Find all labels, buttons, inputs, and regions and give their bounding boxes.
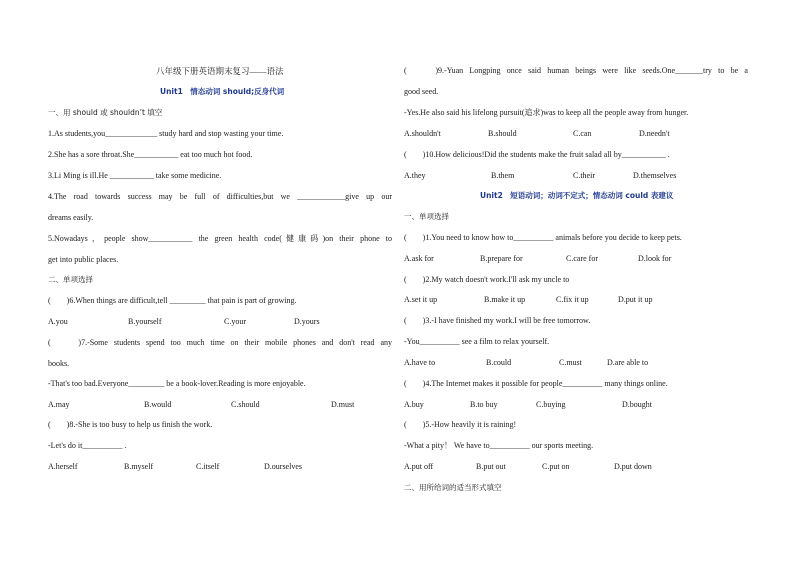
option-b: B.put out bbox=[476, 462, 506, 471]
option-c: C.must bbox=[559, 358, 582, 367]
question-9-cont: good seed. bbox=[404, 87, 439, 96]
unit2-question-3-response: -You__________ see a film to relax yourself. bbox=[404, 337, 550, 346]
option-c: C.itself bbox=[196, 462, 220, 471]
unit1-heading: Unit1 情态动词 should;反身代词 bbox=[160, 87, 285, 96]
unit2-question-5-response: -What a pity！ We have to__________ our sports meeting. bbox=[404, 441, 594, 450]
question-9: ( )9.-Yuan Longping once said human beings were like seeds.One_______try to be a bbox=[404, 66, 748, 75]
option-d: D.are able to bbox=[607, 358, 649, 367]
question-8-options bbox=[48, 462, 302, 472]
question-8: ( )8.-She is too busy to help us finish the work. bbox=[48, 420, 213, 429]
option-b: B.to buy bbox=[470, 400, 498, 409]
unit2-question-1-options bbox=[404, 254, 671, 264]
question-6-options bbox=[48, 317, 320, 327]
option-d: D.themselves bbox=[633, 171, 677, 180]
option-b: B.prepare for bbox=[480, 254, 523, 263]
option-a: A.have to bbox=[404, 358, 436, 367]
option-a: A.herself bbox=[48, 462, 78, 471]
question-6: ( )6.When things are difficult,tell _________ that pain is part of growing. bbox=[48, 296, 297, 305]
question-7: ( )7.-Some students spend too much time on their mobile phones and don't read any bbox=[48, 338, 392, 347]
question-10: ( )10.How delicious!Did the students make the fruit salad all by___________ . bbox=[404, 150, 670, 159]
option-b: B.yourself bbox=[128, 317, 162, 326]
option-a: A.put off bbox=[404, 462, 434, 471]
option-b: B.could bbox=[486, 358, 512, 367]
section-heading: 二、单项选择 bbox=[48, 275, 93, 284]
option-d: D.must bbox=[331, 400, 355, 409]
option-a: A.buy bbox=[404, 400, 424, 409]
question-8-response: -Let's do it__________ . bbox=[48, 441, 127, 450]
option-d: D.bought bbox=[622, 400, 652, 409]
option-b: B.myself bbox=[124, 462, 154, 471]
question-7-options bbox=[48, 400, 354, 410]
option-b: B.would bbox=[144, 400, 172, 409]
option-b: B.should bbox=[488, 129, 517, 138]
question-4: 4.The road towards success may be full of difficulties,but we ____________give up our bbox=[48, 192, 392, 201]
unit2-question-5-options bbox=[404, 462, 652, 472]
option-a: A.you bbox=[48, 317, 68, 326]
question-9-response: -Yes.He also said his lifelong pursuit(追求)was to keep all the people away from hunger. bbox=[404, 108, 689, 117]
option-a: A.may bbox=[48, 400, 70, 409]
option-a: A.they bbox=[404, 171, 426, 180]
option-a: A.shouldn't bbox=[404, 129, 441, 138]
unit2-heading: Unit2 短语动词；动词不定式；情态动词 could 表建议 bbox=[480, 191, 674, 200]
unit2-question-4: ( )4.The Internet makes it possible for people__________ many things online. bbox=[404, 379, 668, 388]
option-c: C.care for bbox=[566, 254, 598, 263]
question-7-cont: books. bbox=[48, 359, 70, 368]
option-c: C.can bbox=[573, 129, 592, 138]
unit2-question-3: ( )3.-I have finished my work.I will be free tomorrow. bbox=[404, 316, 591, 325]
option-d: D.put it up bbox=[618, 295, 653, 304]
unit2-question-2-options bbox=[404, 295, 652, 305]
unit2-question-4-options bbox=[404, 400, 652, 410]
option-b: B.them bbox=[491, 171, 515, 180]
question-4-cont: dreams easily. bbox=[48, 213, 94, 222]
question-2: 2.She has a sore throat.She___________ eat too much hot food. bbox=[48, 150, 253, 159]
option-c: C.their bbox=[573, 171, 595, 180]
option-c: C.fix it up bbox=[556, 295, 589, 304]
option-c: C.should bbox=[231, 400, 260, 409]
option-d: D.needn't bbox=[639, 129, 670, 138]
question-5-cont: get into public places. bbox=[48, 255, 119, 264]
unit2-question-5: ( )5.-How heavily it is raining! bbox=[404, 420, 517, 429]
option-c: C.your bbox=[224, 317, 246, 326]
option-a: A.set it up bbox=[404, 295, 438, 304]
option-c: C.put on bbox=[542, 462, 570, 471]
section-heading: 一、用 should 或 shouldn’t 填空 bbox=[48, 108, 163, 117]
option-c: C.buying bbox=[536, 400, 566, 409]
question-9-options bbox=[404, 129, 670, 139]
unit2-question-3-options bbox=[404, 358, 648, 368]
question-3: 3.Li Ming is ill.He ___________ take some medicine. bbox=[48, 171, 222, 180]
question-1: 1.As students,you_____________ study hard and stop wasting your time. bbox=[48, 129, 284, 138]
question-7-response: -That's too bad.Everyone_________ be a book-lover.Reading is more enjoyable. bbox=[48, 379, 306, 388]
unit2-question-1: ( )1.You need to know how to__________ animals before you decide to keep pets. bbox=[404, 233, 682, 242]
question-10-options bbox=[404, 171, 676, 181]
question-5: 5.Nowadays，people show___________ the green health code(健康码)on their phone to bbox=[48, 234, 392, 243]
unit2-question-2: ( )2.My watch doesn't work.I'll ask my uncle to bbox=[404, 275, 570, 284]
option-d: D.ourselves bbox=[264, 462, 302, 471]
section-heading: 一、单项选择 bbox=[404, 212, 449, 221]
option-d: D.yours bbox=[294, 317, 320, 326]
option-d: D.look for bbox=[638, 254, 672, 263]
option-b: B.make it up bbox=[484, 295, 526, 304]
page-title: 八年级下册英语期末复习——语法 bbox=[156, 66, 284, 76]
section-heading: 二、用所给词的适当形式填空 bbox=[404, 483, 502, 492]
option-a: A.ask for bbox=[404, 254, 434, 263]
option-d: D.put down bbox=[614, 462, 652, 471]
